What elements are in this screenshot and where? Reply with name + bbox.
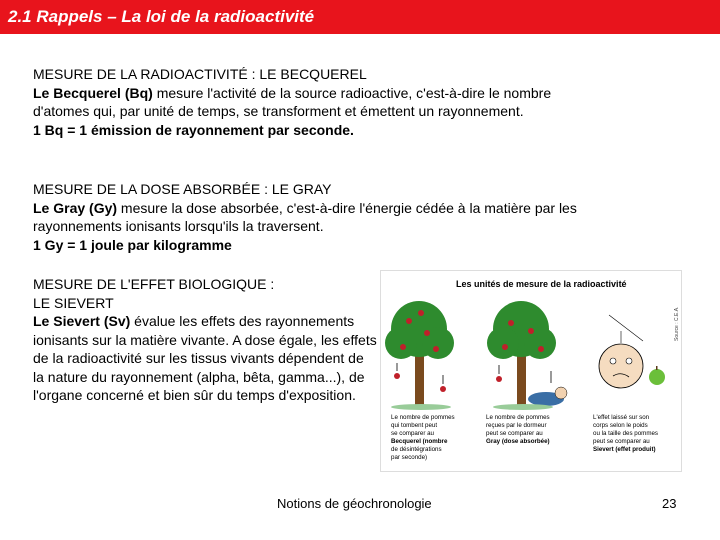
sievert-description: évalue les effets des rayonnements ionisants sur la matière vivante. A dose égale, les effets de la radioactivité sur les tissus vivants dépendent de la nature du rayonnement (alpha, bêta, gamma...), de l'organe concerné et bien sûr du temps d'exposition.: [33, 313, 377, 403]
sievert-term: Le Sievert (Sv): [33, 313, 131, 329]
becquerel-text: [33, 84, 593, 121]
sievert-heading-line2: LE SIEVERT: [33, 294, 114, 311]
gray-tree-icon: [487, 301, 567, 410]
becquerel-caption: [391, 414, 455, 461]
figure-illustration: [381, 271, 681, 471]
becquerel-description: mesure l'activité de la source radioactive, c'est-à-dire le nombre d'atomes qui, par unité de temps, se transforment et émettent un rayonnement.: [33, 84, 552, 119]
sievert-text: [33, 312, 378, 405]
page-number: 23: [662, 496, 677, 511]
gray-caption: [486, 414, 550, 445]
gray-heading: MESURE DE LA DOSE ABSORBÉE : LE GRAY: [33, 181, 332, 197]
radioactivity-units-figure: [380, 270, 682, 472]
svg-text:qui tombent peut: qui tombent peut: [391, 422, 438, 429]
svg-text:Le nombre de pommes: Le nombre de pommes: [391, 414, 455, 421]
becquerel-definition: 1 Bq = 1 émission de rayonnement par seconde.: [33, 121, 354, 138]
sievert-heading-line1: MESURE DE L'EFFET BIOLOGIQUE :: [33, 276, 275, 292]
svg-text:Gray (dose absorbée): Gray (dose absorbée): [486, 438, 550, 445]
section-sievert: [33, 275, 378, 405]
svg-text:peut se comparer au: peut se comparer au: [593, 438, 650, 445]
gray-term: Le Gray (Gy): [33, 199, 118, 216]
gray-description: mesure la dose absorbée, c'est-à-dire l'énergie cédée à la matière par les rayonnements ionisants lorsqu'ils la traversent.: [33, 199, 577, 234]
section-gray: [33, 180, 593, 254]
svg-text:Becquerel (nombre: Becquerel (nombre: [391, 438, 448, 445]
svg-text:reçues par le dormeur: reçues par le dormeur: [486, 422, 547, 429]
svg-text:corps selon le poids: corps selon le poids: [593, 422, 648, 429]
svg-text:de désintégrations: de désintégrations: [391, 446, 442, 453]
sievert-caption: [593, 414, 658, 453]
svg-text:ou la taille des pommes: ou la taille des pommes: [593, 430, 659, 437]
sievert-face-icon: [599, 315, 665, 388]
svg-text:Le nombre de pommes: Le nombre de pommes: [486, 414, 550, 421]
svg-text:L'effet laissé sur son: L'effet laissé sur son: [593, 414, 650, 421]
becquerel-term: Le Becquerel (Bq): [33, 84, 153, 101]
svg-text:peut se comparer au: peut se comparer au: [486, 430, 543, 437]
section-becquerel: [33, 65, 593, 139]
gray-definition: 1 Gy = 1 joule par kilogramme: [33, 236, 232, 253]
title-bar: [0, 0, 720, 34]
slide-title: 2.1 Rappels – La loi de la radioactivité: [8, 7, 315, 26]
svg-text:par seconde): par seconde): [391, 454, 428, 461]
gray-text: [33, 199, 593, 236]
svg-text:se comparer au: se comparer au: [391, 430, 434, 437]
footer-text: Notions de géochronologie: [277, 496, 432, 511]
figure-title: Les unités de mesure de la radioactivité: [456, 279, 627, 289]
svg-text:Sievert (effet produit): Sievert (effet produit): [593, 446, 656, 453]
becquerel-heading: MESURE DE LA RADIOACTIVITÉ : LE BECQUEREL: [33, 66, 367, 82]
becquerel-tree-icon: [385, 301, 454, 410]
figure-source: Source : C.E.A.: [674, 306, 680, 341]
